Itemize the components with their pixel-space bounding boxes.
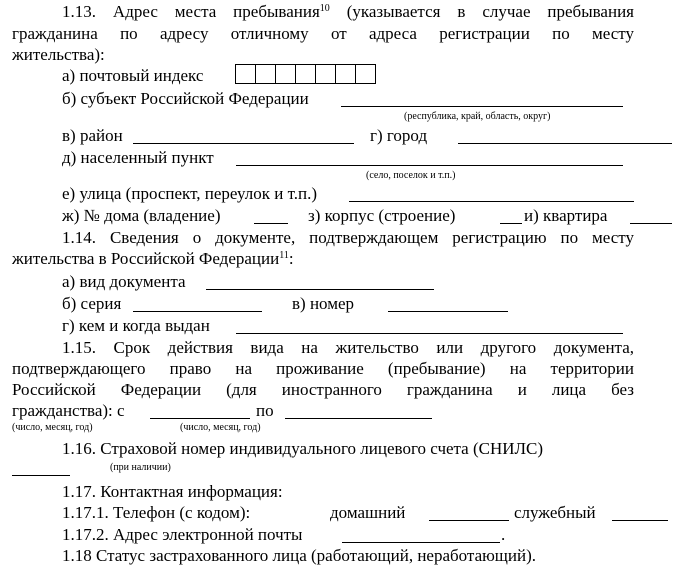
s118-line1: 1.18 Статус застрахованного лица (работающий, неработающий). [62, 546, 537, 565]
s113-line2: гражданина по адресу отличному от адреса регистрации по месту [12, 24, 634, 43]
issued-field[interactable] [236, 333, 623, 334]
subject-field[interactable] [341, 106, 623, 107]
email-label: 1.17.2. Адрес электронной почты [62, 525, 303, 544]
house-label: ж) № дома (владение) [62, 206, 221, 225]
district-label: в) район [62, 126, 123, 145]
number-field[interactable] [388, 311, 508, 312]
settlement-hint: (село, поселок и т.п.) [366, 170, 456, 181]
s115-line2: подтверждающего право на проживание (пребывание) на территории [12, 359, 634, 378]
valid-to-label: по [256, 401, 274, 420]
postal-label: а) почтовый индекс [62, 66, 204, 85]
s114-line2: жительства в Российской Федерации$^{11}$: [12, 249, 294, 268]
building-field[interactable] [500, 223, 522, 224]
email-field[interactable] [342, 542, 500, 543]
work-phone-field[interactable] [612, 520, 668, 521]
settlement-label: д) населенный пункт [62, 148, 214, 167]
snils-hint: (при наличии) [110, 462, 171, 473]
flat-field[interactable] [630, 223, 672, 224]
house-field[interactable] [254, 223, 288, 224]
settlement-field[interactable] [236, 165, 623, 166]
doc-type-field[interactable] [206, 289, 434, 290]
phone-label: 1.17.1. Телефон (с кодом): [62, 503, 251, 522]
s115-line1: 1.15. Срок действия вида на жительство или другого документа, [62, 338, 634, 357]
s116-line1: 1.16. Страховой номер индивидуального лицевого счета (СНИЛС) [62, 439, 544, 458]
building-label: з) корпус (строение) [308, 206, 456, 225]
s115-line4: гражданства): с [12, 401, 125, 420]
email-end: . [501, 525, 506, 544]
doc-type-label: а) вид документа [62, 272, 186, 291]
subject-label: б) субъект Российской Федерации [62, 89, 309, 108]
s113-line3: жительства): [12, 45, 105, 64]
district-field[interactable] [133, 143, 354, 144]
home-phone-label: домашний [330, 503, 406, 522]
number-label: в) номер [292, 294, 355, 313]
issued-label: г) кем и когда выдан [62, 316, 210, 335]
valid-from-field[interactable] [150, 418, 250, 419]
snils-field[interactable] [12, 475, 70, 476]
series-field[interactable] [133, 311, 262, 312]
s117-title: 1.17. Контактная информация: [62, 482, 283, 501]
series-label: б) серия [62, 294, 122, 313]
home-phone-field[interactable] [429, 520, 509, 521]
city-field[interactable] [458, 143, 672, 144]
valid-to-field[interactable] [285, 418, 432, 419]
street-label: е) улица (проспект, переулок и т.п.) [62, 184, 318, 203]
s114-line1: 1.14. Сведения о документе, подтверждающем регистрацию по месту [62, 228, 634, 247]
s113-line1: 1.13. Адрес места пребывания$^{10}$ (указывается в случае пребывания [62, 2, 634, 21]
valid-from-hint: (число, месяц, год) [12, 422, 93, 433]
flat-label: и) квартира [524, 206, 608, 225]
work-phone-label: служебный [514, 503, 596, 522]
valid-to-hint: (число, месяц, год) [180, 422, 261, 433]
street-field[interactable] [349, 201, 634, 202]
subject-hint: (республика, край, область, округ) [404, 111, 551, 122]
s115-line3: Российской Федерации (для иностранного гражданина и лица без [12, 380, 634, 399]
postal-index-boxes[interactable] [236, 64, 376, 84]
city-label: г) город [370, 126, 428, 145]
